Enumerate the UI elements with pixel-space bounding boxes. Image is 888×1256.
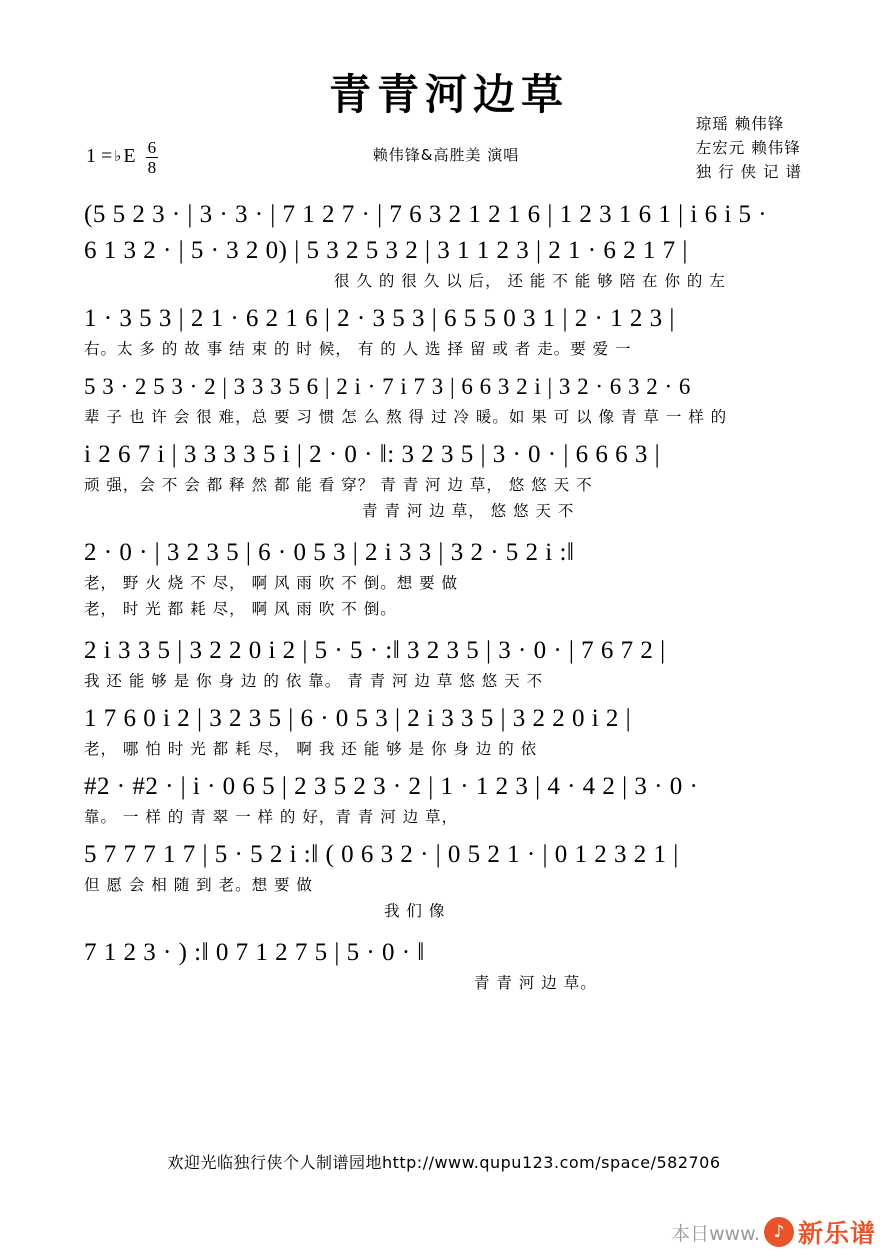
lyric-line-verse2: 青 青 河 边 草， 悠 悠 天 不 (362, 502, 575, 520)
watermark-brand: 新乐谱 (797, 1219, 876, 1248)
lyric-line: 青 青 河 边 草。 (474, 974, 597, 992)
system-4 (84, 370, 806, 430)
notation-line: 1 7 6 0 i 2 | 3 2 3 5 | 6 · 0 5 3 | 2 i 3 3 5 | 3 2 2 0 i 2 | (84, 705, 632, 732)
lyric-line: 辈 子 也 许 会 很 难，总 要 习 惯 怎 么 熬 得 过 冷 暖。如 果 可 以 像 青 草 一 样 的 (84, 408, 728, 426)
key-label: 1 = (86, 145, 113, 167)
lyric-line: 右。太 多 的 故 事 结 束 的 时 候， 有 的 人 选 择 留 或 者 走。要 爱 一 (84, 340, 632, 358)
page-title: 青青河边草 (328, 70, 569, 119)
notation-line: (5 5 2 3 · | 3 · 3 · | 7 1 2 7 · | 7 6 3 2 1 2 1 6 | 1 2 3 1 6 1 | i 6 i 5 · (84, 201, 768, 228)
notation-line: 5 7 7 7 1 7 | 5 · 5 2 i :‖ ( 0 6 3 2 · | 0 5 2 1 · | 0 1 2 3 2 1 | (84, 841, 679, 868)
system-6 (84, 536, 806, 622)
notation-line: 1 · 3 5 3 | 2 1 · 6 2 1 6 | 2 · 3 5 3 | 6 5 5 0 3 1 | 2 · 1 2 3 | (84, 305, 675, 332)
notation-line: #2 · #2 · | i · 0 6 5 | 2 3 5 2 3 · 2 | 1 · 1 2 3 | 4 · 4 2 | 3 · 0 · (84, 773, 699, 800)
system-7 (84, 634, 806, 694)
lyric-line-verse2: 老， 时 光 都 耗 尽， 啊 风 雨 吹 不 倒。 (84, 600, 397, 618)
system-1 (84, 198, 806, 232)
notation-line: 7 1 2 3 · ) :‖ 0 7 1 2 7 5 | 5 · 0 · ‖ (84, 939, 425, 966)
music-body (84, 198, 806, 998)
lyric-line: 很 久 的 很 久 以 后， 还 能 不 能 够 陪 在 你 的 左 (334, 272, 726, 290)
lyric-line-verse2: 我 们 像 (384, 902, 446, 920)
credit-line-1: 琼瑶 赖伟锋 (695, 115, 785, 133)
watermark (671, 1214, 876, 1250)
credit-line-3: 独 行 侠 记 谱 (695, 163, 802, 181)
notation-line: 2 i 3 3 5 | 3 2 2 0 i 2 | 5 · 5 · :‖ 3 2 3 5 | 3 · 0 · | 7 6 7 2 | (84, 637, 666, 664)
lyric-line: 我 还 能 够 是 你 身 边 的 依 靠。 青 青 河 边 草 悠 悠 天 不 (84, 672, 544, 690)
system-11 (84, 936, 806, 996)
performers-line: 赖伟锋&高胜美 演唱 (372, 146, 520, 164)
system-3 (84, 302, 806, 362)
credits-block (696, 112, 802, 184)
flat-icon: ♭ (114, 149, 122, 165)
watermark-faint-text: 本日www. (671, 1222, 760, 1245)
notation-line: 6 1 3 2 · | 5 · 3 2 0) | 5 3 2 5 3 2 | 3 1 1 2 3 | 2 1 · 6 2 1 7 | (84, 237, 688, 264)
system-5 (84, 438, 806, 524)
system-10 (84, 838, 806, 924)
meter-denominator: 8 (147, 158, 157, 177)
time-signature (146, 139, 159, 176)
lyric-line: 老， 哪 怕 时 光 都 耗 尽， 啊 我 还 能 够 是 你 身 边 的 依 (84, 740, 538, 758)
notation-line: i 2 6 7 i | 3 3 3 3 5 i | 2 · 0 · ‖: 3 2 3 5 | 3 · 0 · | 6 6 6 3 | (84, 441, 661, 468)
credit-line-2: 左宏元 赖伟锋 (695, 139, 801, 157)
lyric-line: 顽 强，会 不 会 都 释 然 都 能 看 穿？ 青 青 河 边 草， 悠 悠 天 不 (84, 476, 593, 494)
meter-numerator: 6 (147, 138, 157, 157)
system-8 (84, 702, 806, 762)
notation-line: 2 · 0 · | 3 2 3 5 | 6 · 0 5 3 | 2 i 3 3 | 3 2 · 5 2 i :‖ (84, 539, 575, 566)
system-9 (84, 770, 806, 830)
footer-url[interactable]: 欢迎光临独行侠个人制谱园地http://www.qupu123.com/space/582706 (167, 1153, 721, 1172)
music-note-icon: ♪ (764, 1217, 794, 1247)
lyric-line: 但 愿 会 相 随 到 老。想 要 做 (84, 876, 313, 894)
key-signature (86, 138, 158, 175)
lyric-line: 靠。 一 样 的 青 翠 一 样 的 好，青 青 河 边 草， (84, 808, 459, 826)
key-note: E (123, 145, 136, 167)
lyric-line: 老， 野 火 烧 不 尽， 啊 风 雨 吹 不 倒。想 要 做 (84, 574, 459, 592)
notation-line: 5 3 · 2 5 3 · 2 | 3 3 3 5 6 | 2 i · 7 i 7 3 | 6 6 3 2 i | 3 2 · 6 3 2 · 6 (84, 374, 691, 399)
system-2 (84, 234, 806, 294)
